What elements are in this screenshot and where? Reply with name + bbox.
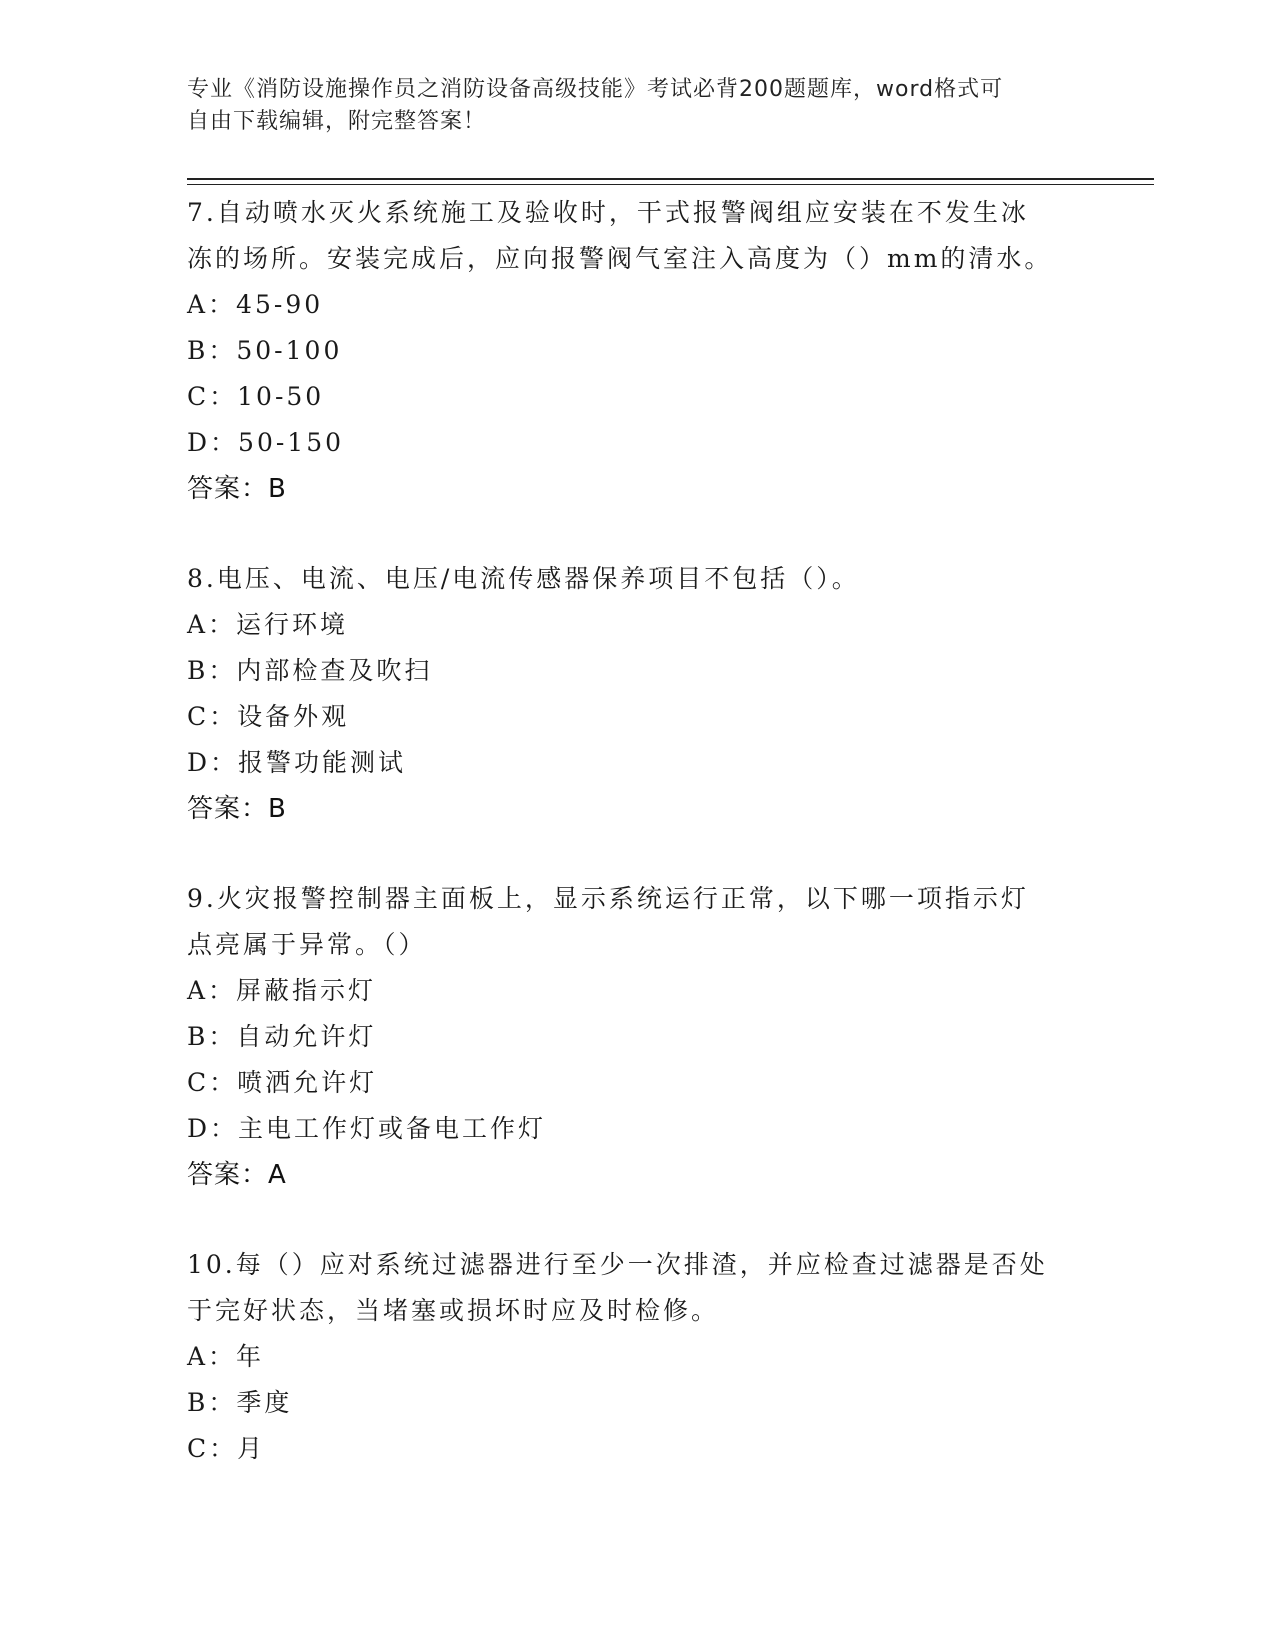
answer: 答案：A [187, 1160, 287, 1190]
question-8 [187, 556, 1087, 832]
option-b: B：50-100 [187, 336, 343, 365]
question-text-line: 8.电压、电流、电压/电流传感器保养项目不包括（）。 [187, 564, 860, 593]
header-line-1: 专业《消防设施操作员之消防设备高级技能》考试必背200题题库，word格式可 [187, 77, 1004, 102]
option-b: B：自动允许灯 [187, 1022, 377, 1051]
option-a: A：屏蔽指示灯 [187, 976, 377, 1005]
document-header [187, 74, 1087, 138]
header-divider-thick [187, 178, 1154, 180]
option-c: C：月 [187, 1434, 266, 1463]
option-c: C：10-50 [187, 382, 325, 411]
option-d: D：报警功能测试 [187, 748, 407, 777]
question-spacer [187, 1198, 1087, 1242]
question-text-line: 点亮属于异常。（） [187, 930, 427, 959]
question-text-line: 9.火灾报警控制器主面板上，显示系统运行正常，以下哪一项指示灯 [187, 884, 1029, 913]
option-b: B：季度 [187, 1388, 293, 1417]
answer: 答案：B [187, 474, 287, 504]
question-text-line: 7.自动喷水灭火系统施工及验收时，干式报警阀组应安装在不发生冰 [187, 198, 1029, 227]
question-7 [187, 190, 1087, 512]
question-spacer [187, 512, 1087, 556]
header-divider-thin [187, 184, 1154, 185]
option-a: A：年 [187, 1342, 265, 1371]
option-a: A：运行环境 [187, 610, 349, 639]
option-a: A：45-90 [187, 290, 324, 319]
answer: 答案：B [187, 794, 287, 824]
option-d: D：50-150 [187, 428, 345, 457]
option-c: C：设备外观 [187, 702, 350, 731]
question-text-line: 于完好状态，当堵塞或损坏时应及时检修。 [187, 1296, 720, 1325]
option-b: B：内部检查及吹扫 [187, 656, 433, 685]
question-text-line: 10.每（）应对系统过滤器进行至少一次排渣，并应检查过滤器是否处 [187, 1250, 1048, 1279]
question-10 [187, 1242, 1087, 1472]
header-line-2: 自由下载编辑，附完整答案！ [187, 109, 487, 134]
option-c: C：喷洒允许灯 [187, 1068, 378, 1097]
question-text-line: 冻的场所。安装完成后，应向报警阀气室注入高度为（）mm的清水。 [187, 244, 1053, 273]
option-d: D：主电工作灯或备电工作灯 [187, 1114, 547, 1143]
question-9 [187, 876, 1087, 1198]
question-list [187, 190, 1087, 1472]
question-spacer [187, 832, 1087, 876]
